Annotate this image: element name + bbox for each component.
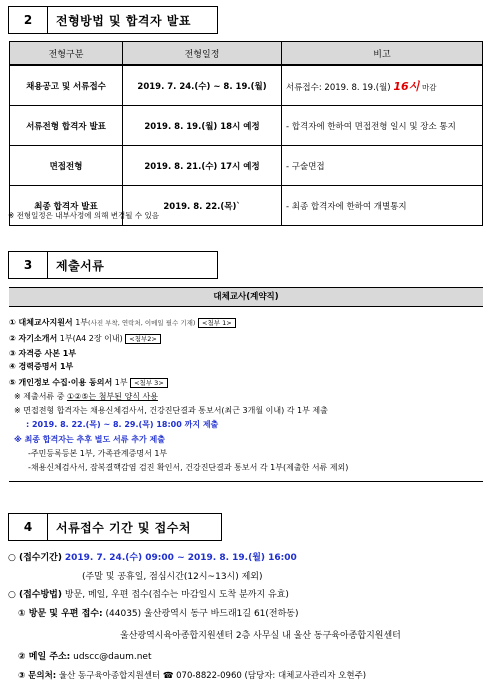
section-title: 전형방법 및 합격자 발표 (56, 13, 191, 28)
schedule-footnote: ※ 전형일정은 내부사정에 의해 변경될 수 있음 (8, 211, 159, 220)
row-type: 최종 합격자 발표 (10, 186, 123, 226)
doc-item-5: ⑤ 개인정보 수집·이용 동의서 1부 <첨부 3> (9, 377, 168, 388)
application-method: ○ (접수방법) 방문, 메일, 우편 접수(접수는 마감일시 도착 분까지 유효) (8, 590, 289, 600)
col-header-date: 전형일정 (123, 42, 282, 66)
doc-item-1: ① 대체교사지원서 1부(사진 부착, 연락처, 이메일 필수 기재) <첨부 1> (9, 317, 236, 328)
section-4-header (8, 513, 222, 541)
row-note: - 최종 합격자에 한하여 개별통지 (282, 186, 483, 226)
col-header-type: 전형구분 (10, 42, 123, 66)
table-row (10, 146, 483, 186)
visit-mail-address: ① 방문 및 우편 접수: (44035) 울산광역시 동구 바드래1길 61(전하동) (18, 609, 299, 619)
section-2-header (8, 6, 218, 34)
section-divider (9, 481, 483, 482)
row-note: - 합격자에 한하여 면접전형 일시 및 장소 통지 (282, 106, 483, 146)
table-row (10, 106, 483, 146)
doc-note-1: ※ 제출서류 중 ①②⑤는 첨부된 양식 사용 (14, 392, 158, 401)
visit-mail-address-detail: 울산광역시육아종합지원센터 2층 사무실 내 울산 동구육아종합지원센터 (120, 631, 401, 641)
documents-subtitle: 대체교사(계약직) (9, 287, 483, 307)
application-period: ○ (접수기간) 2019. 7. 24.(수) 09:00 ~ 2019. 8. 19.(월) 16:00 (8, 553, 297, 563)
doc-item-4: ④ 경력증명서 1부 (9, 362, 74, 371)
application-period-note: (주말 및 공휴일, 점심시간(12시~13시) 제외) (82, 572, 263, 582)
section-number: 3 (9, 252, 48, 278)
doc-note-2-deadline: : 2019. 8. 22.(목) ~ 8. 29.(목) 18:00 까지 제출 (26, 420, 219, 429)
table-row (10, 65, 483, 106)
contact-info: ③ 문의처: 울산 동구육아종합지원센터 ☎ 070-8822-0960 (담당자: 대체교사관리자 오현주) (18, 671, 367, 681)
doc-item-3: ③ 자격증 사본 1부 (9, 349, 77, 358)
section-3-header (8, 251, 218, 279)
section-number: 2 (9, 7, 48, 33)
doc-item-2: ② 자기소개서 1부(A4 2장 이내) <첨부2> (9, 333, 161, 344)
row-date: 2019. 7. 24.(수) ~ 8. 19.(월) (123, 65, 282, 106)
col-header-note: 비고 (282, 42, 483, 66)
email-address: ② 메일 주소: udscc@daum.net (18, 652, 152, 662)
row-type: 채용공고 및 서류접수 (10, 65, 123, 106)
row-type: 면접전형 (10, 146, 123, 186)
section-number: 4 (9, 514, 48, 540)
section-title: 서류접수 기간 및 접수처 (56, 520, 191, 535)
section-title: 제출서류 (56, 258, 105, 273)
doc-note-3b: -채용신체검사서, 잠복결핵감염 검진 확인서, 건강진단결과 통보서 각 1부(제출한 서류 제외) (28, 463, 349, 472)
row-note: 서류접수: 2019. 8. 19.(월) 16시 마감 (282, 65, 483, 106)
schedule-table (9, 41, 483, 226)
row-type: 서류전형 합격자 발표 (10, 106, 123, 146)
doc-note-2: ※ 면접전형 합격자는 채용신체검사서, 건강진단결과 통보서(최근 3개월 이내) 각 1부 제출 (14, 406, 328, 415)
doc-note-3: ※ 최종 합격자는 추후 별도 서류 추가 제출 (14, 435, 165, 444)
row-date: 2019. 8. 19.(월) 18시 예정 (123, 106, 282, 146)
row-date: 2019. 8. 22.(목)` (123, 186, 282, 226)
doc-note-3a: -주민등록등본 1부, 가족관계증명서 1부 (28, 449, 168, 458)
row-date: 2019. 8. 21.(수) 17시 예정 (123, 146, 282, 186)
row-note: - 구술면접 (282, 146, 483, 186)
